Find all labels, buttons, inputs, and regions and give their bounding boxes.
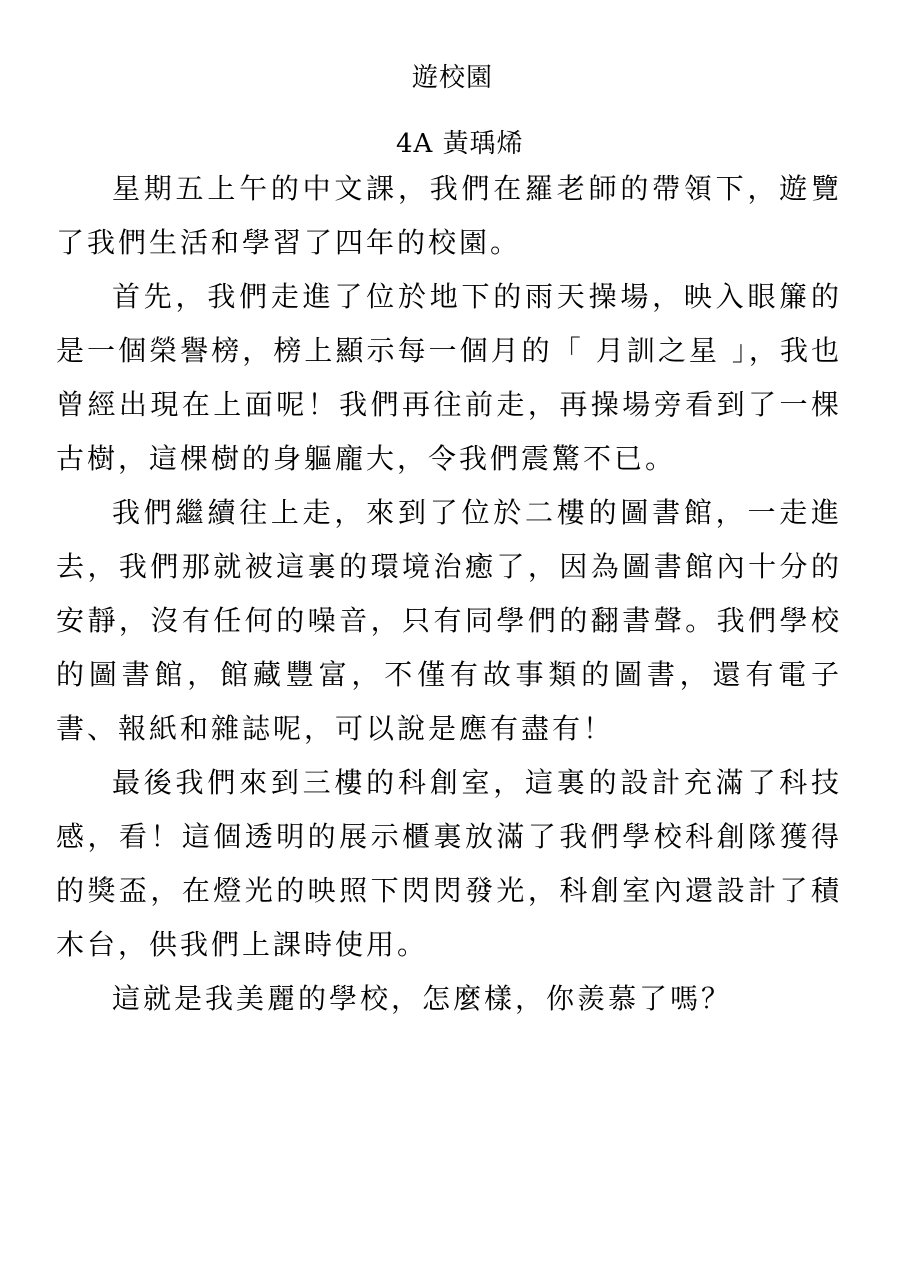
- paragraph-2: 首先，我們走進了位於地下的雨天操場，映入眼簾的是一個榮譽榜，榜上顯示每一個月的「 月訓之星 」，我也曾經出現在上面呢！我們再往前走，再操場旁看到了一棵古樹，這棵樹的身軀龐大，令我們震驚不已。: [56, 280, 842, 475]
- essay-body: [56, 162, 842, 1026]
- paragraph-3: 我們繼續往上走，來到了位於二樓的圖書館，一走進去，我們那就被這裏的環境治癒了，因為圖書館內十分的安靜，沒有任何的噪音，只有同學們的翻書聲。我們學校的圖書館，館藏豐富，不僅有故事類的圖書，還有電子書、報紙和雜誌呢，可以說是應有盡有！: [56, 496, 842, 745]
- document-title: 遊校園: [411, 63, 493, 93]
- paragraph-5: 這就是我美麗的學校，怎麼樣，你羨慕了嗎？: [112, 982, 733, 1015]
- author-line: 4A 黃瑀烯: [396, 129, 524, 159]
- paragraph-4: 最後我們來到三樓的科創室，這裏的設計充滿了科技感，看！這個透明的展示櫃裏放滿了我們學校科創隊獲得的獎盃，在燈光的映照下閃閃發光，科創室內還設計了積木台，供我們上課時使用。: [56, 766, 842, 961]
- paragraph-1: 星期五上午的中文課，我們在羅老師的帶領下，遊覽了我們生活和學習了四年的校園。: [56, 172, 842, 259]
